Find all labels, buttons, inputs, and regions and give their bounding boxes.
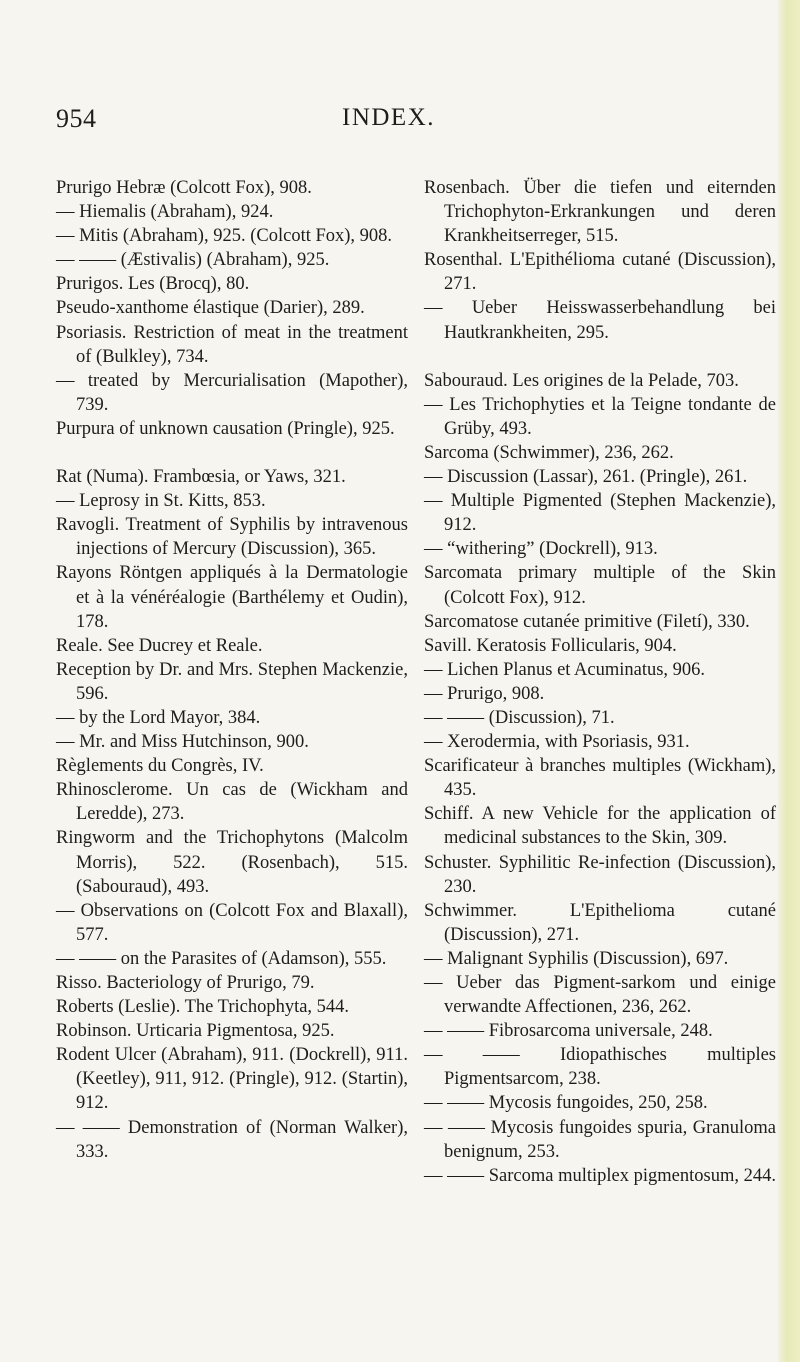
- index-entry: Purpura of unknown causation (Pringle), 925.: [56, 418, 395, 439]
- index-entry: Sabouraud. Les origines de la Pelade, 703.: [424, 370, 739, 391]
- index-entry: — by the Lord Mayor, 384.: [56, 707, 261, 728]
- index-entry: Scarificateur à branches multiples (Wickham), 435.: [424, 756, 776, 801]
- index-entry: Rhinosclerome. Un cas de (Wickham and Leredde), 273.: [56, 780, 408, 825]
- index-entry: — Ueber das Pigment-sarkom und einige verwandte Affectionen, 236, 262.: [424, 973, 776, 1018]
- index-entry: Sarcomata primary multiple of the Skin (Colcott Fox), 912.: [424, 563, 776, 608]
- index-entry: Ringworm and the Trichophytons (Malcolm Morris), 522. (Rosenbach), 515. (Sabouraud), 493.: [56, 828, 408, 897]
- index-column-right: [424, 176, 776, 1188]
- index-entry: Sarcoma (Schwimmer), 236, 262.: [424, 442, 674, 463]
- index-entry: Prurigos. Les (Brocq), 80.: [56, 274, 250, 295]
- index-entry: Règlements du Congrès, IV.: [56, 756, 264, 777]
- index-entry: — “withering” (Dockrell), 913.: [424, 539, 658, 560]
- index-entry: Reception by Dr. and Mrs. Stephen Mackenzie, 596.: [56, 659, 408, 704]
- index-entry: — Lichen Planus et Acuminatus, 906.: [424, 659, 706, 680]
- index-entry: Savill. Keratosis Follicularis, 904.: [424, 635, 677, 656]
- index-entry: — Observations on (Colcott Fox and Blaxall), 577.: [56, 900, 408, 945]
- index-entry: Reale. See Ducrey et Reale.: [56, 635, 263, 656]
- index-entry: — —— Mycosis fungoides, 250, 258.: [424, 1093, 708, 1114]
- index-entry: — Xerodermia, with Psoriasis, 931.: [424, 732, 690, 753]
- index-entry: — Discussion (Lassar), 261. (Pringle), 261.: [424, 467, 748, 488]
- index-entry: Rayons Röntgen appliqués à la Dermatologie et à la vénéréalogie (Barthélemy et Oudin), 178.: [56, 563, 408, 632]
- index-entry: — Malignant Syphilis (Discussion), 697.: [424, 948, 729, 969]
- index-entry: Pseudo-xanthome élastique (Darier), 289.: [56, 298, 365, 319]
- index-entry: Robinson. Urticaria Pigmentosa, 925.: [56, 1021, 335, 1042]
- index-entry: — —— Sarcoma multiplex pigmentosum, 244.: [424, 1165, 776, 1186]
- index-entry: Rosenthal. L'Epithélioma cutané (Discussion), 271.: [424, 250, 776, 295]
- index-entry: — —— Mycosis fungoides spuria, Granuloma benignum, 253.: [424, 1117, 776, 1162]
- index-entry: Rodent Ulcer (Abraham), 911. (Dockrell), 911. (Keetley), 911, 912. (Pringle), 912. (Startin), 912.: [56, 1045, 408, 1114]
- page-number: 954: [56, 104, 97, 133]
- index-entry: Risso. Bacteriology of Prurigo, 79.: [56, 973, 315, 993]
- page-header: [0, 104, 800, 144]
- index-entry: — Mr. and Miss Hutchinson, 900.: [56, 732, 309, 753]
- index-entry: Psoriasis. Restriction of meat in the treatment of (Bulkley), 734.: [56, 322, 408, 367]
- index-entry: — —— on the Parasites of (Adamson), 555.: [56, 948, 387, 969]
- index-entry: — Leprosy in St. Kitts, 853.: [56, 491, 266, 512]
- index-entry: — —— Fibrosarcoma universale, 248.: [424, 1021, 713, 1042]
- index-entry: — Mitis (Abraham), 925. (Colcott Fox), 908.: [56, 226, 393, 247]
- index-entry: — —— (Æstivalis) (Abraham), 925.: [56, 250, 330, 271]
- index-entry: — treated by Mercurialisation (Mapother), 739.: [56, 370, 408, 415]
- index-entry: — Prurigo, 908.: [424, 683, 545, 704]
- index-entry: Sarcomatose cutanée primitive (Filetí), 330.: [424, 611, 750, 632]
- page-edge: [778, 0, 800, 1362]
- index-entry: — —— (Discussion), 71.: [424, 707, 615, 728]
- running-head: INDEX.: [342, 104, 436, 131]
- index-entry: Rat (Numa). Frambœsia, or Yaws, 321.: [56, 467, 346, 488]
- index-column-left: [56, 176, 408, 1164]
- index-entry: — Hiemalis (Abraham), 924.: [56, 202, 274, 223]
- index-entry: — —— Demonstration of (Norman Walker), 333.: [56, 1117, 408, 1162]
- index-entry: Ravogli. Treatment of Syphilis by intravenous injections of Mercury (Discussion), 365.: [56, 515, 408, 560]
- index-entry: — —— Idiopathisches multiples Pigmentsarcom, 238.: [424, 1045, 776, 1090]
- index-entry: Schwimmer. L'Epithelioma cutané (Discussion), 271.: [424, 900, 776, 945]
- index-entry: — Multiple Pigmented (Stephen Mackenzie), 912.: [424, 491, 776, 536]
- index-entry: — Les Trichophyties et la Teigne tondante de Grüby, 493.: [424, 394, 776, 439]
- index-entry: Prurigo Hebræ (Colcott Fox), 908.: [56, 178, 312, 198]
- index-entry: — Ueber Heisswasserbehandlung bei Hautkrankheiten, 295.: [424, 298, 776, 343]
- index-entry: Schiff. A new Vehicle for the application of medicinal substances to the Skin, 309.: [424, 804, 776, 849]
- index-entry: Rosenbach. Über die tiefen und eiternden Trichophyton-Erkrankungen und deren Krankheitserreger, 515.: [424, 178, 776, 247]
- index-entry: Schuster. Syphilitic Re-infection (Discussion), 230.: [424, 852, 776, 897]
- index-entry: Roberts (Leslie). The Trichophyta, 544.: [56, 997, 350, 1018]
